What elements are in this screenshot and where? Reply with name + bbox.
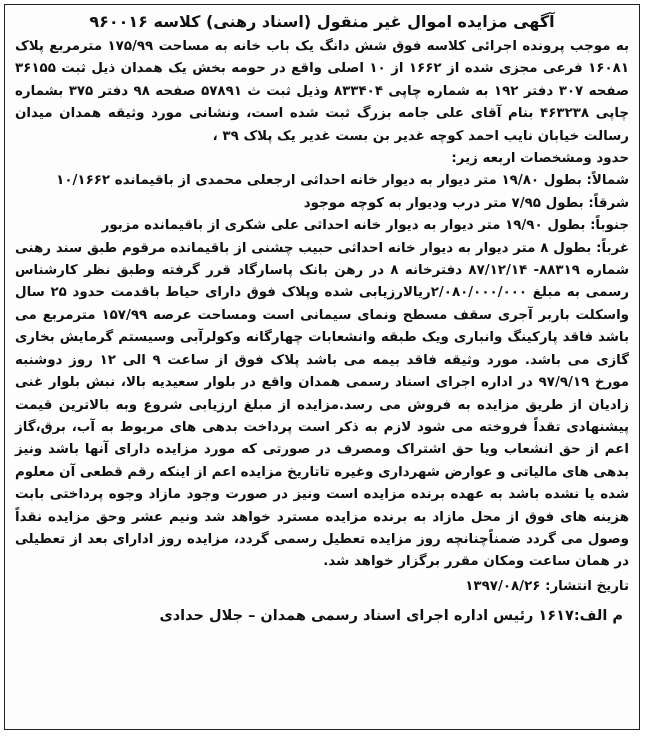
bounds-heading: حدود ومشخصات اربعه زیر: bbox=[451, 151, 629, 167]
east-boundary: شرقاً: بطول ۷/۹۵ متر درب ودیوار به کوچه موجود bbox=[303, 195, 629, 211]
auction-notice bbox=[4, 4, 640, 730]
north-boundary: شمالاً: بطول ۱۹/۸۰ متر دیوار به دیوار خانه احداثی ارجعلی محمدی از باقیمانده ۱۰/۱۶۶۲ bbox=[56, 173, 629, 189]
notice-title: آگهی مزایده اموال غیر منقول (اسناد رهنی) کلاسه ۹۶۰۰۱۶ bbox=[89, 12, 555, 31]
notice-body bbox=[15, 36, 629, 574]
notice-intro-paragraph: به موجب پرونده اجرائی کلاسه فوق شش دانگ یک باب خانه به مساحت ۱۷۵/۹۹ مترمربع پلاک ۱۶۰۸۱ فرعی مجزی شده از ۱۶۶۲ از ۱۰ اصلی واقع در حومه بخش یک همدان ذیل ثبت ۳۶۱۵۵ صفحه ۳۰۷ دفتر ۱۹۲ به شماره چاپی ۸۳۳۴۰۴ وذیل ثبت ث ۵۷۸۹۱ صفحه ۹۸ دفتر ۳۷۵ بشماره چاپی ۴۶۳۲۳۸ بنام آقای علی جامه بزرگ ثبت شده است، ونشانی مورد وثیقه همدان میدان رسالت خیابان نایب احمد کوچه غدیر بن بست غدیر یک پلاک ۳۹ ، bbox=[15, 39, 630, 144]
south-boundary: جنوباً: بطول ۱۹/۹۰ متر دیوار به دیوار خانه احداثی علی شکری از باقیمانده مزبور bbox=[101, 218, 629, 234]
signature-line: م الف:۱۶۱۷ رئیس اداره اجرای اسناد رسمی همدان – جلال حدادی bbox=[159, 607, 623, 624]
publish-date: تاریخ انتشار: ۱۳۹۷/۰۸/۲۶ bbox=[465, 578, 629, 594]
west-boundary-and-details: غرباً: بطول ۸ متر دیوار به دیوار خانه احداثی حبیب چشنی از باقیمانده مرقوم طبق سند رهنی شماره ۸۸۳۱۹- ۸۷/۱۲/۱۴ دفترخانه ۸ در رهن بانک پاسارگاد قرر گرفته وطبق نظر کارشناس رسمی به مبلغ ۲/۰۸۰/۰۰۰/۰۰۰ریالارزیابی شده وپلاک فوق دارای حیاط باقدمت حدود ۲۵ سال واسکلت باربر آجری سقف مسطح ونمای سیمانی است ومساحت عرصه ۱۵۷/۹۹ مترمربع می باشد فاقد پارکینگ وانباری ویک طبقه وانشعابات چهارگانه وکولرآبی وسیستم گرمایش بخاری گازی می باشد. مورد وثیقه فاقد بیمه می باشد پلاک فوق از ساعت ۹ الی ۱۲ روز دوشنبه مورخ ۹۷/۹/۱۹ در اداره اجرای اسناد رسمی همدان واقع در بلوار سعیدیه بالا، نبش بلوار غنی زادیان از طریق مزایده به فروش می رسد.مزایده از مبلغ ارزیابی شروع وبه بالاترین قیمت پیشنهادی تقداً فروخته می شود لازم به ذکر است پرداخت بدهی های مربوط به آب، برق،گاز اعم از حق انشعاب ویا حق اشتراک ومصرف در صورتی که مورد مزایده دارای آنها باشد ونیز بدهی های مالیاتی و عوارض شهرداری وغیره تاتاریخ مزایده اعم از اینکه رقم قطعی آن معلوم شده یا نشده باشد به عهده برنده مزایده است ونیز در صورت وجود مازاد وجوه پرداختی بابت هزینه های فوق از محل مازاد به برنده مزایده مسترد خواهد شد ونیم عشر وحق مزایده نقداً وصول می گردد ضمناًچنانچه روز مزایده تعطیل رسمی گردد، مزایده روز ادارای بعد از تعطیلی در همان ساعت ومکان مقرر برگزار خواهد شد. bbox=[14, 240, 630, 570]
